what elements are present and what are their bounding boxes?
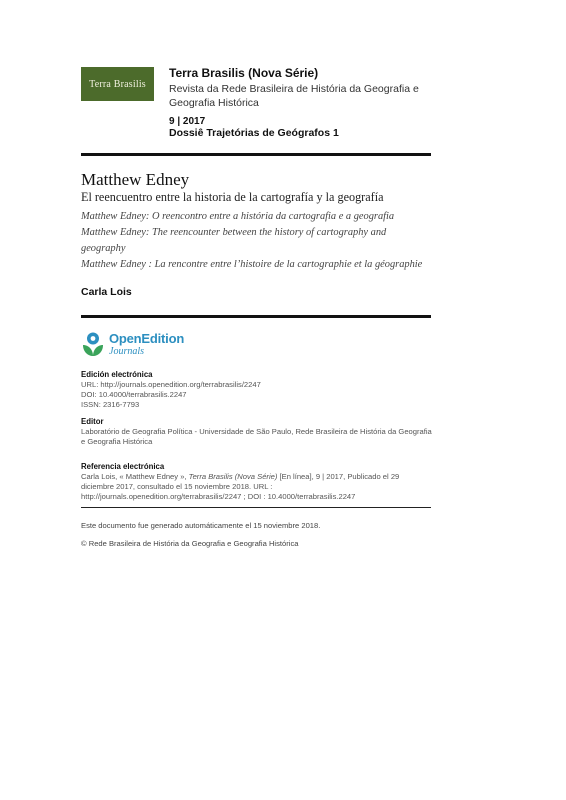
journal-logo-text: Terra Brasilis [89,78,146,90]
reference-text [81,472,433,502]
openedition-logo [81,331,184,359]
journal-header [169,66,439,110]
editor-text: Laboratório de Geografia Política - Universidade de São Paulo, Rede Brasileira de História da Geografia e Geografia Histórica [81,427,432,446]
author-name: Carla Lois [81,286,132,298]
top-divider [81,153,431,156]
edition-label: Edición electrónica [81,370,153,379]
editor-block [81,417,433,447]
journal-subtitle: Revista da Rede Brasileira de História da Geografia e Geografia Histórica [169,83,419,109]
editor-label: Editor [81,417,104,426]
reference-suffix[interactable]: [En línea], 9 | 2017, Publicado el 29 diciembre 2017, consultado el 15 noviembre 2018. URL : http://journals.openedition.org/terrabrasilis/2247 ; DOI : 10.4000/terrabrasilis.2247 [81,472,400,501]
alternate-titles [81,209,433,273]
journal-logo [81,67,154,101]
bottom-divider [81,507,431,508]
edition-block [81,370,433,410]
openedition-name: OpenEdition [109,331,185,346]
middle-divider [81,315,431,318]
reference-prefix: Carla Lois, « Matthew Edney », [81,472,189,481]
issue-number: 9 | 2017 [169,116,206,127]
generated-note: Este documento fue generado automáticamente el 15 noviembre 2018. [81,521,321,530]
edition-url[interactable]: URL: http://journals.openedition.org/terrabrasilis/2247 [81,380,261,389]
alt-title-pt: Matthew Edney: O reencontro entre a história da cartografia e a geografia [81,211,395,222]
alt-title-fr: Matthew Edney : La rencontre entre l’histoire de la cartographie et la géographie [81,259,423,270]
journal-title: Terra Brasilis (Nova Série) [169,66,319,80]
edition-doi[interactable]: DOI: 10.4000/terrabrasilis.2247 [81,390,187,399]
copyright-note: © Rede Brasileira de História da Geografia e Geografia Histórica [81,539,299,548]
reference-label: Referencia electrónica [81,462,165,471]
edition-issn: ISSN: 2316-7793 [81,400,140,409]
reference-journal: Terra Brasilis (Nova Série) [188,472,278,481]
reference-block [81,462,433,502]
alt-title-en: Matthew Edney: The reencounter between the history of cartography and geography [81,227,387,254]
dossier-title: Dossiê Trajetórias de Geógrafos 1 [169,127,339,139]
article-title: Matthew Edney [81,170,190,189]
openedition-journals: Journals [109,346,144,357]
article-subtitle: El reencuentro entre la historia de la cartografía y la geografía [81,190,384,204]
openedition-flower-icon [81,331,105,359]
